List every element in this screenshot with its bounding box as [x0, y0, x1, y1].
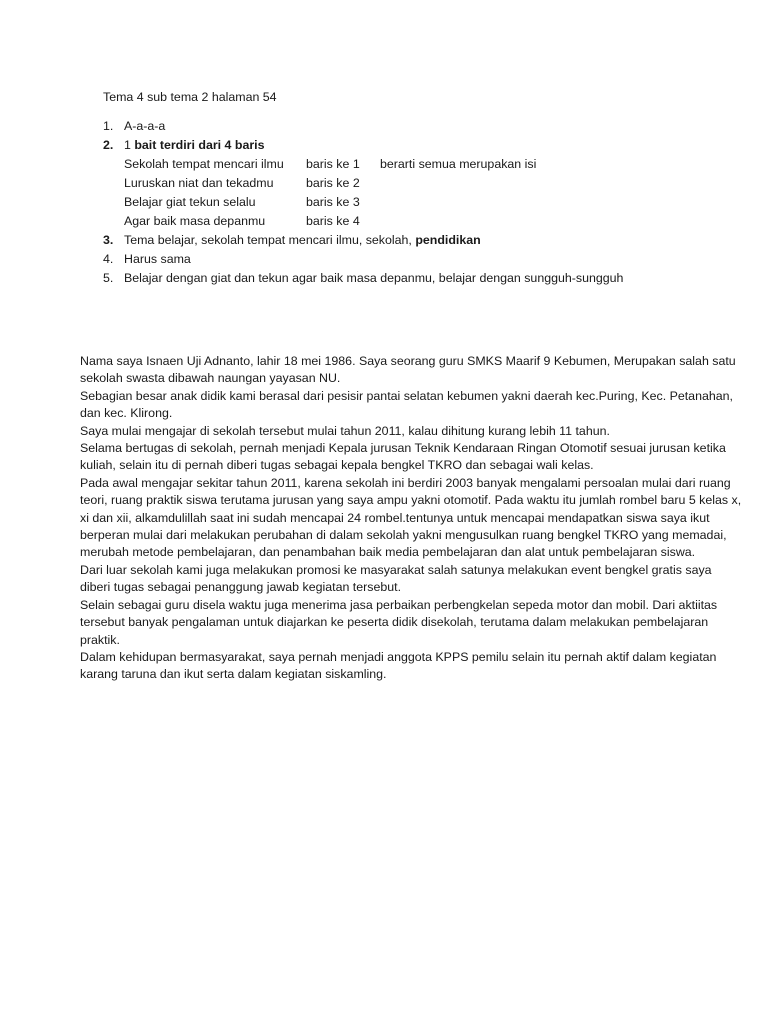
answer-list: [103, 118, 723, 289]
essay-paragraph: Saya mulai mengajar di sekolah tersebut mulai tahun 2011, kalau dihitung kurang lebih 11 tahun.: [80, 423, 610, 438]
essay-paragraph: Selain sebagai guru disela waktu juga menerima jasa perbaikan perbengkelan sepeda motor dan mobil. Dari aktiitas tersebut banyak pengalaman untuk diajarkan ke peserta didik disekolah, terutama dalam melakukan pembelajaran praktik.: [80, 597, 718, 647]
stanza-count: 1: [124, 138, 135, 152]
answer-text: [124, 232, 481, 249]
essay-body: [80, 353, 744, 684]
essay-paragraph: Dari luar sekolah kami juga melakukan promosi ke masyarakat salah satunya melakukan event bengkel gratis saya diberi tugas sebagai penanggung jawab kegiatan tersebut.: [80, 562, 712, 595]
answer-text-bold: pendidikan: [415, 233, 481, 247]
answer-number: 2.: [103, 138, 114, 152]
answer-text: Belajar dengan giat dan tekun agar baik masa depanmu, belajar dengan sungguh-sungguh: [124, 271, 624, 285]
answer-item-5: [103, 270, 723, 289]
answer-number: 3.: [103, 233, 114, 247]
answer-text: [124, 137, 265, 154]
poem-line-text: Sekolah tempat mencari ilmu: [124, 157, 284, 171]
answer-text: A-a-a-a: [124, 119, 166, 133]
answer-item-1: [103, 118, 723, 137]
poem-line-row: baris ke 2: [306, 176, 360, 190]
poem-line-row: baris ke 1: [306, 157, 360, 171]
answer-item-4: [103, 251, 723, 270]
essay-paragraph: Dalam kehidupan bermasyarakat, saya pernah menjadi anggota KPPS pemilu selain itu pernah aktif dalam kegiatan karang taruna dan ikut serta dalam kegiatan siskamling.: [80, 649, 717, 682]
poem-line-text: Belajar giat tekun selalu: [124, 195, 256, 209]
essay-paragraph: Selama bertugas di sekolah, pernah menjadi Kepala jurusan Teknik Kendaraan Ringan Otomotif sesuai jurusan ketika kuliah, selain itu di pernah diberi tugas sebagai kepala bengkel TKRO dan sebagai wali kelas.: [80, 441, 726, 473]
answer-number: 1.: [103, 119, 114, 133]
stanza-title: bait terdiri dari 4 baris: [134, 138, 265, 152]
poem-line: [103, 213, 723, 232]
answer-number: 5.: [103, 271, 114, 285]
poem-line: [103, 194, 723, 213]
essay-paragraph: Nama saya Isnaen Uji Adnanto, lahir 18 mei 1986. Saya seorang guru SMKS Maarif 9 Kebumen, Merupakan salah satu sekolah swasta dibawah naungan yayasan NU.: [80, 354, 736, 386]
poem-line-note: berarti semua merupakan isi: [380, 157, 537, 171]
document-heading: Tema 4 sub tema 2 halaman 54: [103, 90, 277, 104]
essay-paragraph: Pada awal mengajar sekitar tahun 2011, karena sekolah ini berdiri 2003 banyak mengalami persoalan mulai dari ruang teori, ruang praktik siswa terutama jurusan yang saya ampu yakni otomotif. Pada waktu itu jumlah rombel baru 5 kelas x, xi dan xii, alkamdulillah saat ini sudah mencapai 24 rombel.tentunya untuk mencapai mendapatkan siswa saya ikut berperan mulai dari melakukan perubahan di dalam sekolah yakni mengusulkan ruang bengkel TKRO yang memadai, merubah metode pembelajaran, dan penambahan baik media pembelajaran dan alat untuk pembelajaran siswa.: [80, 475, 742, 560]
essay-paragraph: Sebagian besar anak didik kami berasal dari pesisir pantai selatan kebumen yakni daerah kec.Puring, Kec. Petanahan, dan kec. Klirong.: [80, 388, 733, 421]
answer-item-3: [103, 232, 723, 251]
poem-line-row: baris ke 4: [306, 214, 360, 228]
poem-line-text: Agar baik masa depanmu: [124, 214, 266, 228]
answer-item-2: [103, 137, 723, 156]
answer-text-plain: Tema belajar, sekolah tempat mencari ilmu, sekolah,: [124, 233, 416, 247]
poem-line: [103, 175, 723, 194]
poem-line-row: baris ke 3: [306, 195, 360, 209]
poem-line-text: Luruskan niat dan tekadmu: [124, 176, 274, 190]
poem-line: [103, 156, 723, 175]
answer-number: 4.: [103, 252, 114, 266]
answer-text: Harus sama: [124, 252, 191, 266]
